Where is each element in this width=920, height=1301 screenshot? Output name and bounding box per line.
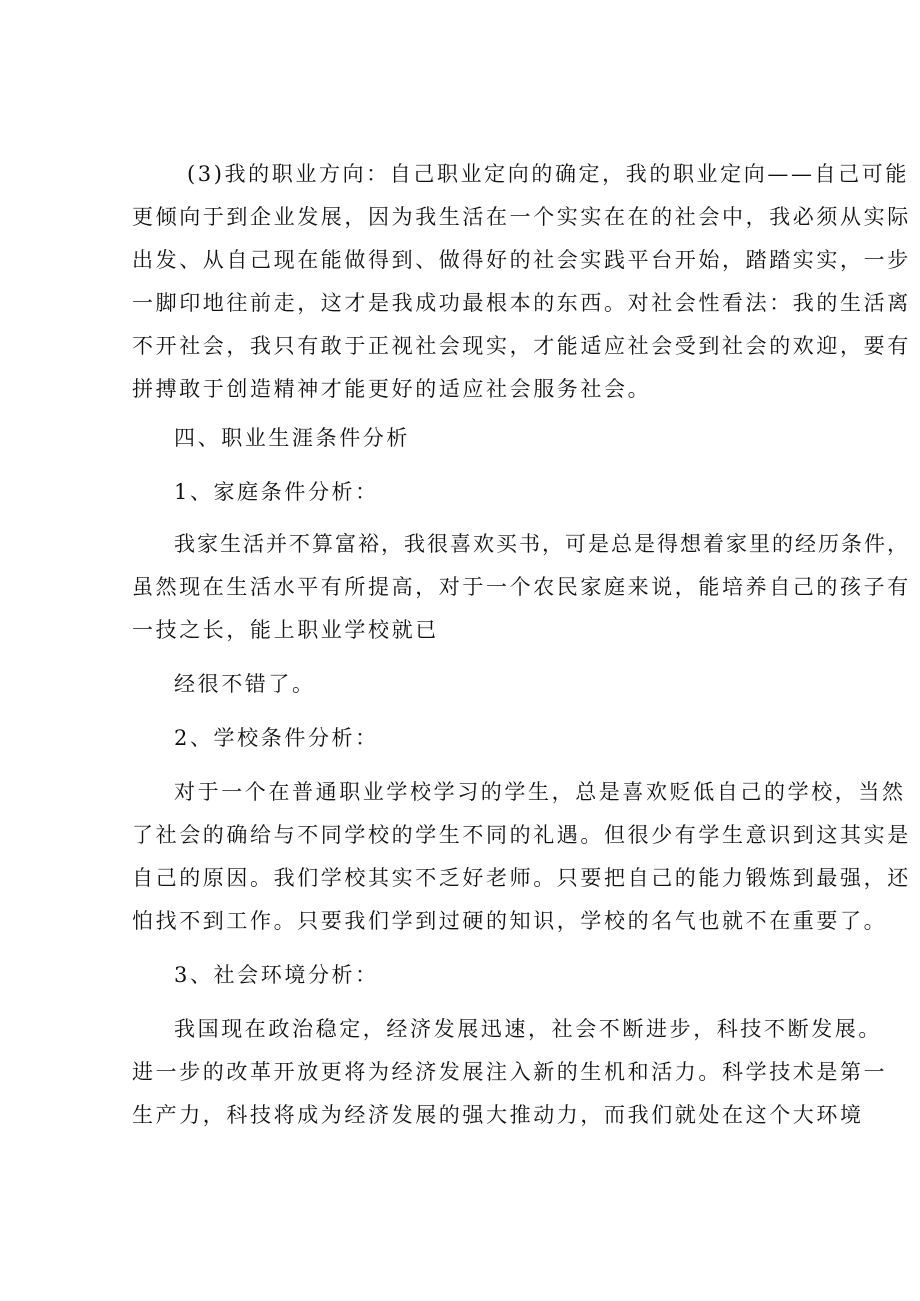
para-school-line-3: 自己的原因。我们学校其实不乏好老师。只要把自己的能力锻炼到最强，还 — [132, 866, 911, 890]
para-career-direction-line-3: 出发、从自己现在能做得到、做得好的社会实践平台开始，踏踏实实，一步 — [132, 248, 911, 272]
para-society-line-2: 进一步的改革开放更将为经济发展注入新的生机和活力。科学技术是第一 — [132, 1060, 888, 1084]
para-career-direction-line-2: 更倾向于到企业发展，因为我生活在一个实实在在的社会中，我必须从实际 — [132, 205, 911, 229]
para-family-line-1: 我家生活并不算富裕，我很喜欢买书，可是总是得想着家里的经历条件， — [174, 532, 910, 556]
para-school-line-2: 了社会的确给与不同学校的学生不同的礼遇。但很少有学生意识到这其实是 — [132, 823, 911, 847]
heading-society: 3、社会环境分析： — [174, 963, 379, 987]
para-school-line-4: 怕找不到工作。只要我们学到过硬的知识，学校的名气也就不在重要了。 — [132, 909, 888, 933]
para-family-line-3: 一技之长，能上职业学校就已 — [132, 618, 439, 642]
para-school-line-1: 对于一个在普通职业学校学习的学生，总是喜欢贬低自己的学校，当然 — [174, 780, 906, 804]
para-society-line-3: 生产力，科技将成为经济发展的强大推动力，而我们就处在这个大环境 — [132, 1103, 864, 1127]
para-society-line-1: 我国现在政治稳定，经济发展迅速，社会不断进步，科技不断发展。 — [174, 1017, 882, 1041]
para-career-direction-line-5: 不开社会，我只有敢于正视社会现实，才能适应社会受到社会的欢迎，要有 — [132, 334, 911, 358]
heading-family: 1、家庭条件分析： — [174, 480, 379, 504]
heading-school: 2、学校条件分析： — [174, 726, 379, 750]
para-family-cont: 经很不错了。 — [174, 672, 316, 696]
para-family-line-2: 虽然现在生活水平有所提高，对于一个农民家庭来说，能培养自己的孩子有 — [132, 575, 911, 599]
para-career-direction-line-4: 一脚印地往前走，这才是我成功最根本的东西。对社会性看法：我的生活离 — [132, 291, 911, 315]
heading-section-4: 四、职业生涯条件分析 — [174, 426, 410, 450]
para-career-direction-line-1: (3)我的职业方向：自己职业定向的确定，我的职业定向——自己可能 — [187, 162, 909, 186]
para-career-direction-line-6: 拼搏敢于创造精神才能更好的适应社会服务社会。 — [132, 377, 652, 401]
